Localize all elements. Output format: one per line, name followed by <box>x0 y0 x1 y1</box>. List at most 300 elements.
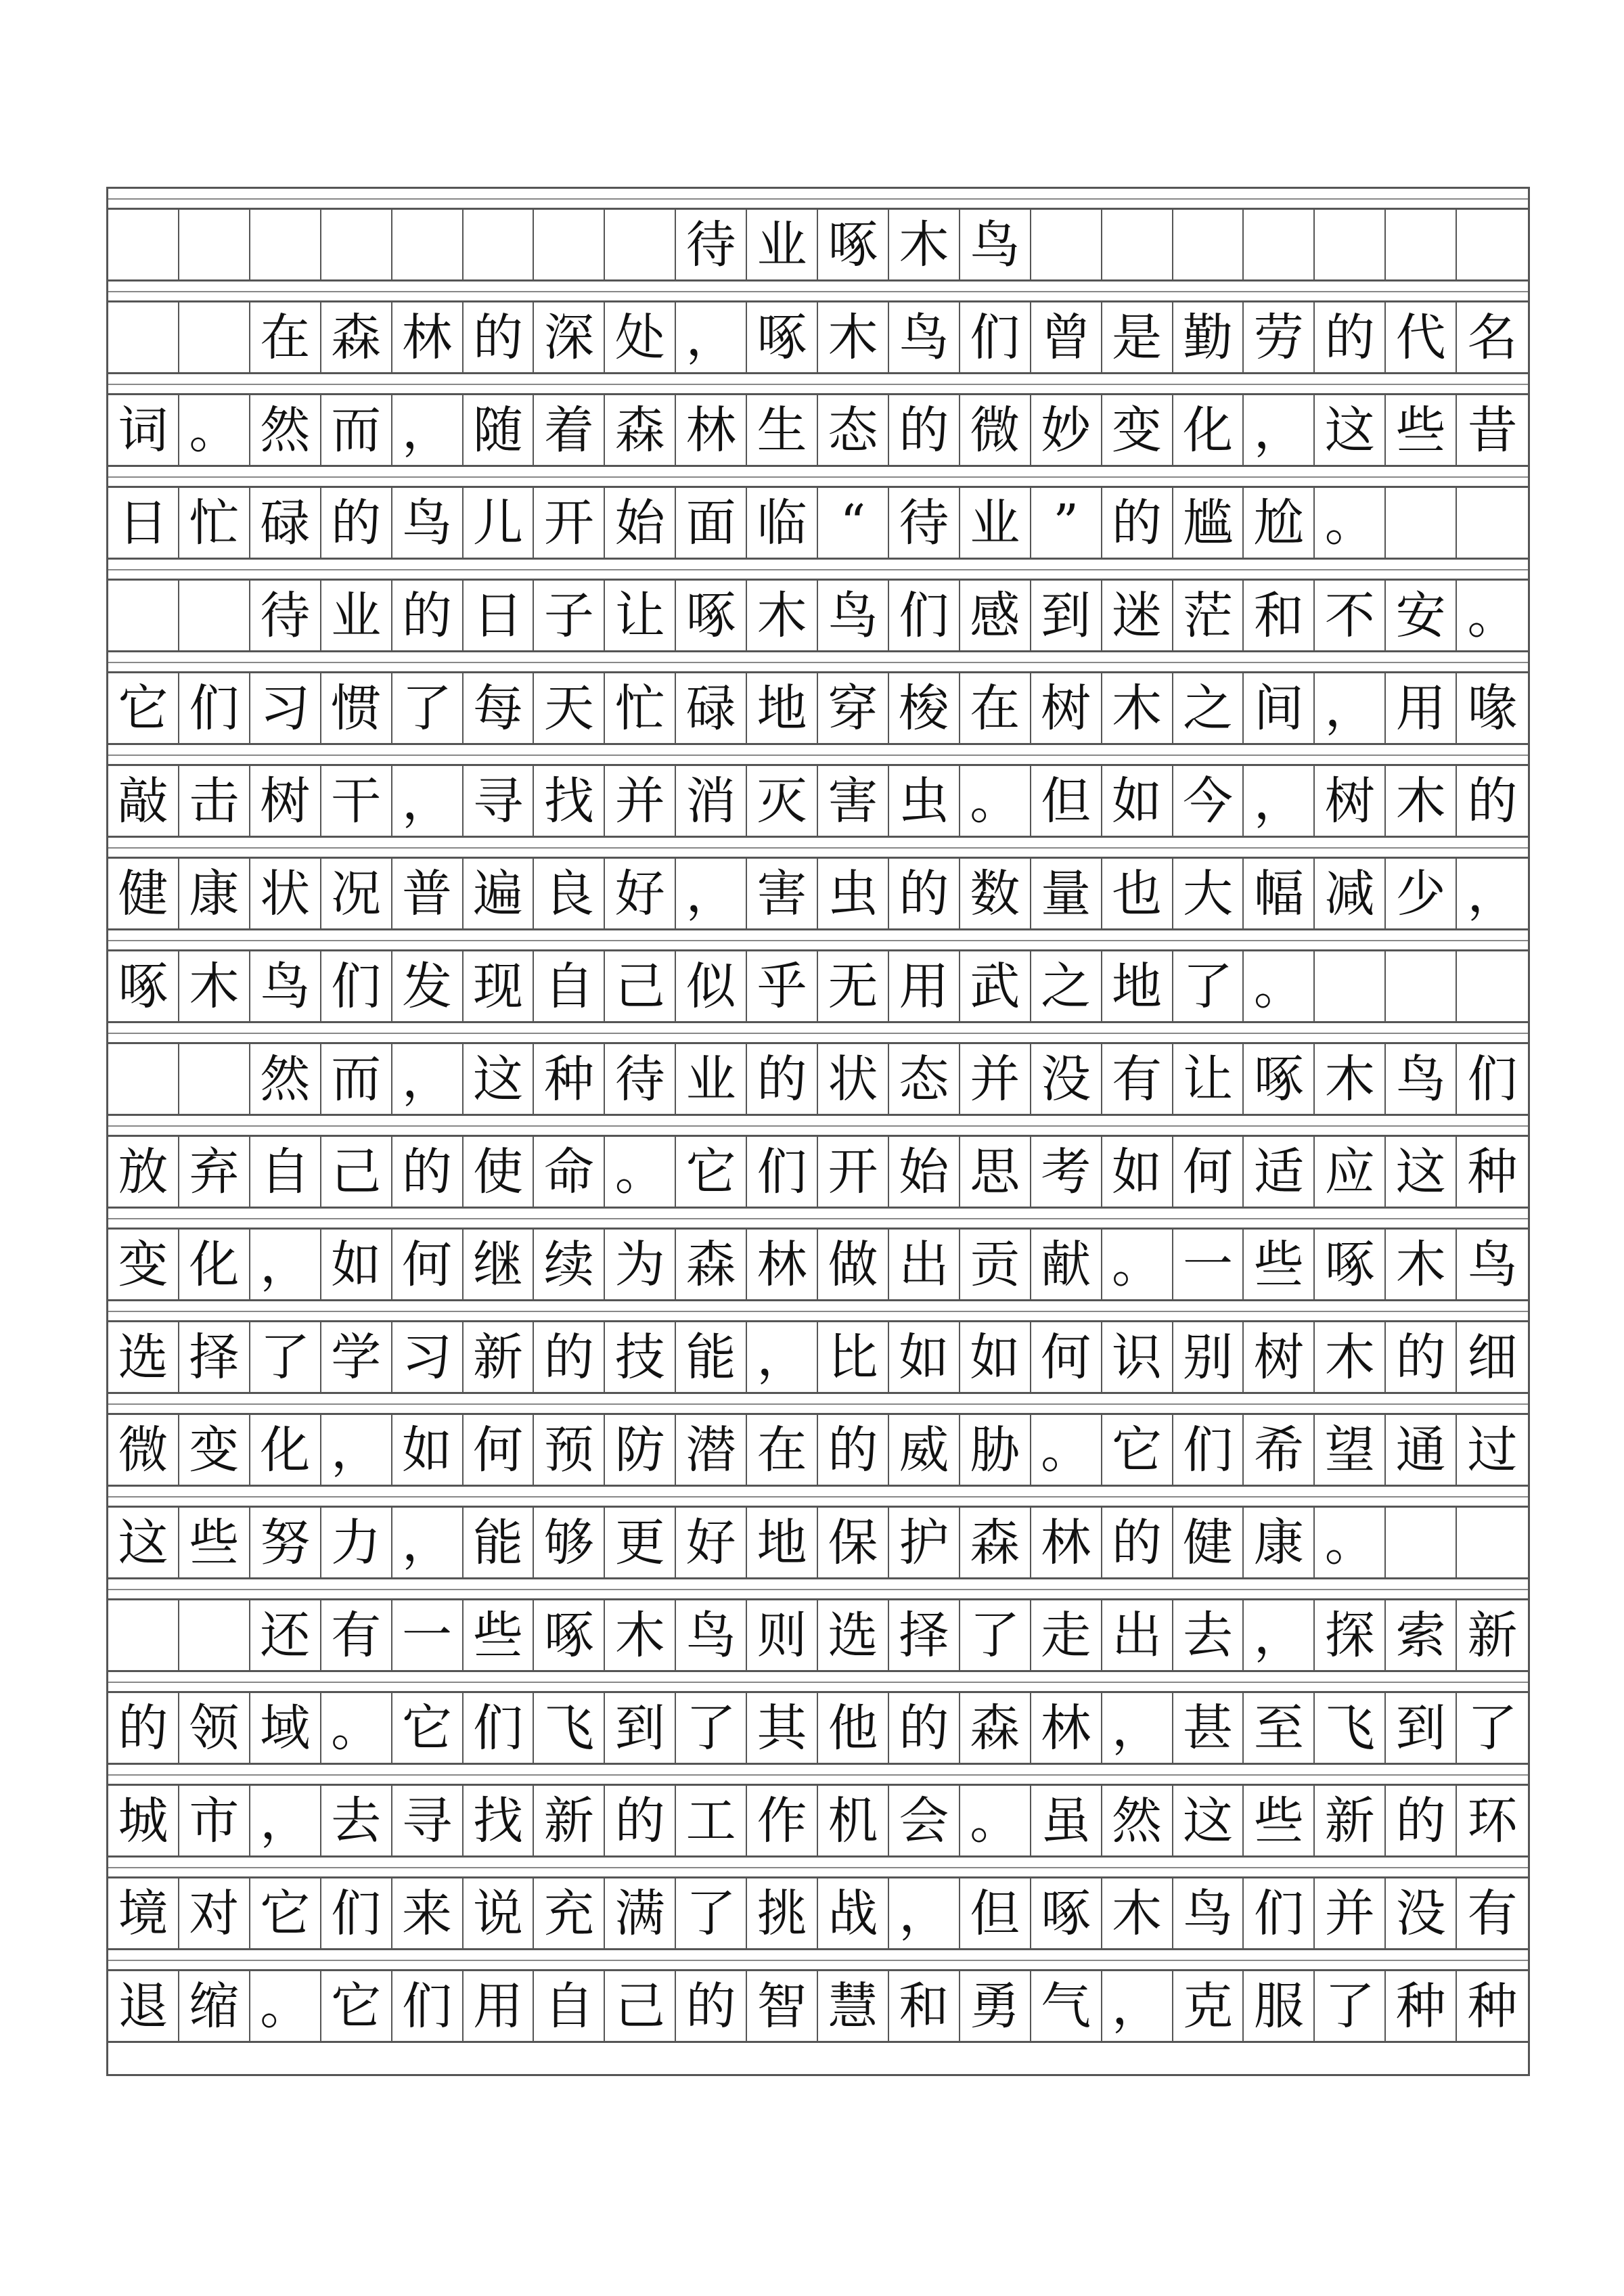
row-spacer <box>108 1950 1528 1971</box>
grid-cell: 望 <box>1315 1415 1386 1485</box>
grid-cell: 己 <box>605 1971 676 2041</box>
grid-cell: 用 <box>889 951 960 1021</box>
grid-cell: 出 <box>1102 1600 1173 1670</box>
grid-cell: 城 <box>108 1786 179 1855</box>
grid-cell: 种 <box>534 1044 605 1114</box>
grid-cell: 境 <box>108 1878 179 1948</box>
grid-cell: 寻 <box>464 766 535 836</box>
grid-cell: 了 <box>676 1693 747 1763</box>
grid-cell: 寻 <box>392 1786 464 1855</box>
grid-cell: 喙 <box>1467 679 1518 738</box>
grid-cell: 们 <box>1244 1878 1315 1948</box>
grid-cell: ， <box>250 1230 321 1299</box>
grid-cell: 鸟 <box>818 581 889 650</box>
grid-cell: 穿 <box>818 673 889 743</box>
grid-cell: 己 <box>605 951 676 1021</box>
grid-cell: 些 <box>1244 1230 1315 1299</box>
row-spacer <box>108 1487 1528 1508</box>
grid-cell: ， <box>392 1044 464 1114</box>
grid-cell: 好 <box>605 859 676 928</box>
grid-cell: 开 <box>818 1137 889 1207</box>
grid-cell: 缩 <box>179 1971 250 2041</box>
grid-cell: 挑 <box>747 1878 818 1948</box>
grid-cell: 领 <box>179 1693 250 1763</box>
grid-cell: 让 <box>1173 1044 1244 1114</box>
grid-cell: 环 <box>1467 1791 1518 1850</box>
grid-cell: 自 <box>534 1971 605 2041</box>
grid-cell: 满 <box>605 1878 676 1948</box>
grid-cell: 变 <box>179 1415 250 1485</box>
grid-cell: 的 <box>747 1044 818 1114</box>
grid-cell: 通 <box>1386 1415 1457 1485</box>
grid-cell: 有 <box>321 1600 392 1670</box>
grid-cell: 些 <box>464 1600 535 1670</box>
grid-cell: 木 <box>605 1600 676 1670</box>
grid-cell: 虽 <box>1031 1786 1102 1855</box>
grid-cell: 工 <box>676 1786 747 1855</box>
grid-cell: 应 <box>1315 1137 1386 1207</box>
grid-cell: 木 <box>1315 1322 1386 1392</box>
grid-cell: 气 <box>1031 1971 1102 2041</box>
grid-cell: 惯 <box>321 673 392 743</box>
grid-cell: 些 <box>179 1508 250 1577</box>
grid-cell: 充 <box>534 1878 605 1948</box>
grid-cell: 鸟 <box>1467 1235 1518 1294</box>
grid-cell: 预 <box>534 1415 605 1485</box>
grid-cell: 迷 <box>1102 581 1173 650</box>
grid-cell: 这 <box>1315 395 1386 465</box>
grid-cell: 然 <box>1102 1786 1173 1855</box>
row-spacer <box>108 1209 1528 1230</box>
row-spacer <box>108 1672 1528 1693</box>
grid-cell: 虫 <box>889 766 960 836</box>
row-spacer <box>108 652 1528 673</box>
grid-cell: 然 <box>250 1044 321 1114</box>
grid-cell: 。 <box>1315 488 1386 558</box>
grid-cell: 如 <box>1102 1137 1173 1207</box>
grid-cell: 状 <box>818 1044 889 1114</box>
grid-cell <box>108 1044 179 1114</box>
grid-cell: 每 <box>464 673 535 743</box>
grid-cell: 不 <box>1315 581 1386 650</box>
grid-cell: 为 <box>605 1230 676 1299</box>
grid-cell: 新 <box>464 1322 535 1392</box>
grid-cell: 们 <box>1467 1050 1518 1108</box>
grid-cell: 能 <box>464 1508 535 1577</box>
grid-cell: 作 <box>747 1786 818 1855</box>
grid-cell <box>605 210 676 279</box>
grid-cell: 态 <box>889 1044 960 1114</box>
grid-cell: 量 <box>1031 859 1102 928</box>
grid-cell: 了 <box>392 673 464 743</box>
grid-cell <box>250 210 321 279</box>
row-spacer <box>108 189 1528 210</box>
grid-cell: 数 <box>960 859 1031 928</box>
grid-cell: 树 <box>1031 673 1102 743</box>
grid-cell: ， <box>392 395 464 465</box>
grid-cell: 地 <box>747 1508 818 1577</box>
row-spacer <box>108 1394 1528 1415</box>
grid-cell: 随 <box>464 395 535 465</box>
grid-cell: 新 <box>1467 1606 1518 1665</box>
grid-cell <box>1315 210 1386 279</box>
grid-cell: 的 <box>1467 771 1518 830</box>
grid-cell: 了 <box>1173 951 1244 1021</box>
grid-cell: 潜 <box>676 1415 747 1485</box>
grid-cell: 木 <box>1386 1230 1457 1299</box>
grid-cell: 们 <box>179 673 250 743</box>
grid-cell: 面 <box>676 488 747 558</box>
grid-cell: 武 <box>960 951 1031 1021</box>
grid-cell: 习 <box>392 1322 464 1392</box>
grid-cell: 了 <box>1315 1971 1386 2041</box>
grid-cell: 劳 <box>1244 302 1315 372</box>
grid-cell <box>1102 210 1173 279</box>
grid-cell: 待 <box>605 1044 676 1114</box>
grid-cell: 尴 <box>1173 488 1244 558</box>
grid-cell: 现 <box>464 951 535 1021</box>
grid-cell: 。 <box>1102 1230 1173 1299</box>
grid-cell: 但 <box>1031 766 1102 836</box>
grid-cell: 机 <box>818 1786 889 1855</box>
grid-cell <box>108 210 179 279</box>
grid-cell: 也 <box>1102 859 1173 928</box>
grid-cell: 探 <box>1315 1600 1386 1670</box>
grid-cell: 够 <box>534 1508 605 1577</box>
grid-cell: 子 <box>534 581 605 650</box>
grid-cell: 深 <box>534 302 605 372</box>
grid-cell: 在 <box>250 302 321 372</box>
grid-cell: 林 <box>747 1230 818 1299</box>
grid-cell: 啄 <box>747 302 818 372</box>
grid-cell: 的 <box>1102 1508 1173 1577</box>
grid-cell: 的 <box>1386 1322 1457 1392</box>
grid-cell: 新 <box>1315 1786 1386 1855</box>
grid-cell: 今 <box>1173 766 1244 836</box>
grid-cell: 们 <box>889 581 960 650</box>
grid-cell: 其 <box>747 1693 818 1763</box>
grid-cell: 木 <box>818 302 889 372</box>
grid-cell: 在 <box>747 1415 818 1485</box>
grid-cell: 何 <box>1173 1137 1244 1207</box>
grid-cell: 干 <box>321 766 392 836</box>
grid-cell: 鸟 <box>392 488 464 558</box>
grid-cell: 贡 <box>960 1230 1031 1299</box>
grid-cell: 的 <box>676 1971 747 2041</box>
grid-cell: 啄 <box>108 951 179 1021</box>
grid-cell: 鸟 <box>1173 1878 1244 1948</box>
grid-cell: 它 <box>392 1693 464 1763</box>
grid-cell <box>464 210 535 279</box>
text-row <box>108 766 1528 838</box>
grid-cell: 。 <box>960 1786 1031 1855</box>
grid-cell: 感 <box>960 581 1031 650</box>
grid-cell: 择 <box>889 1600 960 1670</box>
grid-cell: 们 <box>1173 1415 1244 1485</box>
text-row <box>108 951 1528 1023</box>
row-spacer <box>108 1023 1528 1044</box>
grid-cell: 献 <box>1031 1230 1102 1299</box>
grid-cell: ， <box>889 1878 960 1948</box>
grid-cell <box>108 581 179 650</box>
grid-cell: 这 <box>464 1044 535 1114</box>
grid-cell: 飞 <box>1315 1693 1386 1763</box>
grid-cell: 啄 <box>676 581 747 650</box>
grid-cell: 习 <box>250 673 321 743</box>
grid-cell: 找 <box>534 766 605 836</box>
grid-cell: 木 <box>747 581 818 650</box>
grid-cell: 威 <box>889 1415 960 1485</box>
grid-cell: 业 <box>747 210 818 279</box>
grid-cell: 战 <box>818 1878 889 1948</box>
grid-cell: 梭 <box>889 673 960 743</box>
grid-cell: 木 <box>889 210 960 279</box>
grid-cell: 。 <box>1467 586 1518 645</box>
grid-cell: 啄 <box>1244 1044 1315 1114</box>
grid-cell: 始 <box>889 1137 960 1207</box>
grid-cell: 学 <box>321 1322 392 1392</box>
grid-cell: 种 <box>1467 1977 1518 2035</box>
grid-cell: 有 <box>1467 1884 1518 1943</box>
grid-cell: 微 <box>960 395 1031 465</box>
grid-cell: 自 <box>534 951 605 1021</box>
grid-cell: 无 <box>818 951 889 1021</box>
grid-cell: 细 <box>1467 1328 1518 1387</box>
grid-cell: 能 <box>676 1322 747 1392</box>
grid-cell: 并 <box>605 766 676 836</box>
grid-cell: 这 <box>1173 1786 1244 1855</box>
grid-cell: 林 <box>1031 1508 1102 1577</box>
row-spacer <box>108 1765 1528 1786</box>
grid-cell: ， <box>392 766 464 836</box>
text-row <box>108 1508 1528 1579</box>
grid-cell: 一 <box>1173 1230 1244 1299</box>
grid-cell: 鸟 <box>960 210 1031 279</box>
text-row <box>108 395 1528 467</box>
grid-cell: 去 <box>321 1786 392 1855</box>
grid-cell <box>1244 210 1315 279</box>
grid-cell: 希 <box>1244 1415 1315 1485</box>
grid-cell: “ <box>818 488 889 558</box>
grid-cell: 词 <box>108 395 179 465</box>
grid-cell: 找 <box>464 1786 535 1855</box>
grid-cell: 技 <box>605 1322 676 1392</box>
text-row <box>108 1230 1528 1301</box>
grid-cell: 的 <box>534 1322 605 1392</box>
grid-cell <box>1386 1508 1457 1577</box>
row-spacer <box>108 1116 1528 1137</box>
grid-cell: 放 <box>108 1137 179 1207</box>
grid-cell: 域 <box>250 1693 321 1763</box>
grid-cell: 还 <box>250 1600 321 1670</box>
grid-cell: 始 <box>605 488 676 558</box>
grid-cell: 去 <box>1173 1600 1244 1670</box>
title-row <box>108 210 1528 282</box>
grid-cell: 树 <box>1244 1322 1315 1392</box>
grid-cell: 木 <box>1315 1044 1386 1114</box>
grid-cell: 了 <box>1467 1698 1518 1757</box>
grid-cell <box>179 210 250 279</box>
grid-cell: 识 <box>1102 1322 1173 1392</box>
grid-cell: 如 <box>1102 766 1173 836</box>
text-row <box>108 488 1528 560</box>
grid-cell: 生 <box>747 395 818 465</box>
grid-cell: 待 <box>889 488 960 558</box>
grid-cell: ， <box>1244 1600 1315 1670</box>
grid-cell: ” <box>1031 488 1102 558</box>
grid-cell: 让 <box>605 581 676 650</box>
text-row <box>108 1971 1528 2043</box>
grid-cell: 种 <box>1386 1971 1457 2041</box>
grid-cell: 它 <box>676 1137 747 1207</box>
grid-cell: 日 <box>108 488 179 558</box>
grid-cell: 康 <box>1244 1508 1315 1577</box>
grid-cell: 会 <box>889 1786 960 1855</box>
grid-cell: ， <box>1102 1971 1173 2041</box>
grid-cell: 开 <box>534 488 605 558</box>
grid-cell: 林 <box>676 395 747 465</box>
grid-cell: 少 <box>1386 859 1457 928</box>
grid-cell: 的 <box>108 1693 179 1763</box>
grid-cell: 待 <box>250 581 321 650</box>
grid-cell: 胁 <box>960 1415 1031 1485</box>
grid-cell <box>179 1600 250 1670</box>
grid-cell: 而 <box>321 1044 392 1114</box>
grid-cell: ， <box>392 1508 464 1577</box>
row-spacer <box>108 1579 1528 1600</box>
grid-cell: 鸟 <box>889 302 960 372</box>
grid-cell <box>1386 210 1457 279</box>
grid-cell: 种 <box>1467 1142 1518 1201</box>
grid-cell: 尬 <box>1244 488 1315 558</box>
grid-cell <box>179 302 250 372</box>
grid-cell: 市 <box>179 1786 250 1855</box>
grid-cell: 健 <box>1173 1508 1244 1577</box>
grid-cell: 选 <box>108 1322 179 1392</box>
grid-cell: 啄 <box>1315 1230 1386 1299</box>
grid-cell: 业 <box>960 488 1031 558</box>
grid-cell: 择 <box>179 1322 250 1392</box>
grid-cell: ， <box>1102 1693 1173 1763</box>
grid-cell: 。 <box>179 395 250 465</box>
grid-cell: 化 <box>1173 395 1244 465</box>
grid-cell: 的 <box>1315 302 1386 372</box>
grid-cell: 曾 <box>1031 302 1102 372</box>
grid-cell: 业 <box>676 1044 747 1114</box>
grid-cell: 天 <box>534 673 605 743</box>
grid-cell: 遍 <box>464 859 535 928</box>
grid-cell: 代 <box>1386 302 1457 372</box>
grid-cell: 良 <box>534 859 605 928</box>
row-spacer <box>108 745 1528 766</box>
grid-cell: 的 <box>605 1786 676 1855</box>
grid-cell: 命 <box>534 1137 605 1207</box>
grid-cell: 树 <box>250 766 321 836</box>
grid-cell: 好 <box>676 1508 747 1577</box>
grid-cell: 着 <box>534 395 605 465</box>
grid-cell: 服 <box>1244 1971 1315 2041</box>
grid-cell: 安 <box>1386 581 1457 650</box>
grid-cell: 和 <box>1244 581 1315 650</box>
grid-cell: 何 <box>1031 1322 1102 1392</box>
grid-cell: 何 <box>464 1415 535 1485</box>
grid-cell: 的 <box>1386 1786 1457 1855</box>
grid-cell <box>1386 488 1457 558</box>
grid-cell: 虫 <box>818 859 889 928</box>
grid-cell: 克 <box>1173 1971 1244 2041</box>
text-row <box>108 302 1528 374</box>
grid-cell: 更 <box>605 1508 676 1577</box>
grid-cell: 勤 <box>1173 302 1244 372</box>
grid-cell: 木 <box>179 951 250 1021</box>
grid-cell: 忙 <box>179 488 250 558</box>
grid-cell: 。 <box>1031 1415 1102 1485</box>
grid-cell: 减 <box>1315 859 1386 928</box>
grid-cell: 说 <box>464 1878 535 1948</box>
grid-cell: 和 <box>889 1971 960 2041</box>
grid-cell: 力 <box>321 1508 392 1577</box>
grid-cell: 碌 <box>676 673 747 743</box>
grid-cell: 对 <box>179 1878 250 1948</box>
grid-cell: 的 <box>818 1415 889 1485</box>
grid-cell: 们 <box>321 1878 392 1948</box>
grid-cell: ， <box>250 1786 321 1855</box>
grid-cell: 了 <box>960 1600 1031 1670</box>
grid-cell: 之 <box>1173 673 1244 743</box>
text-row <box>108 1878 1528 1950</box>
text-row <box>108 673 1528 745</box>
grid-cell: 地 <box>747 673 818 743</box>
row-spacer <box>108 838 1528 859</box>
grid-cell: 。 <box>250 1971 321 2041</box>
grid-cell: 鸟 <box>676 1600 747 1670</box>
grid-cell: 它 <box>250 1878 321 1948</box>
grid-cell: ， <box>1244 395 1315 465</box>
grid-cell: 自 <box>250 1137 321 1207</box>
grid-cell: 忙 <box>605 673 676 743</box>
grid-cell: 但 <box>960 1878 1031 1948</box>
grid-cell: 森 <box>676 1230 747 1299</box>
grid-cell: 害 <box>747 859 818 928</box>
grid-cell: 这 <box>1386 1137 1457 1207</box>
grid-cell: 。 <box>1315 1508 1386 1577</box>
grid-cell: ， <box>676 859 747 928</box>
grid-cell: 业 <box>321 581 392 650</box>
grid-cell: 勇 <box>960 1971 1031 2041</box>
grid-cell: 续 <box>534 1230 605 1299</box>
grid-cell: 适 <box>1244 1137 1315 1207</box>
grid-cell: 它 <box>108 673 179 743</box>
grid-cell: 至 <box>1244 1693 1315 1763</box>
grid-cell: 继 <box>464 1230 535 1299</box>
grid-cell: 的 <box>889 1693 960 1763</box>
grid-cell: 有 <box>1102 1044 1173 1114</box>
text-row <box>108 581 1528 652</box>
grid-cell: 护 <box>889 1508 960 1577</box>
grid-cell: 。 <box>960 766 1031 836</box>
grid-cell: 林 <box>1031 1693 1102 1763</box>
text-row <box>108 1137 1528 1209</box>
grid-cell: 。 <box>1244 951 1315 1021</box>
grid-cell: 昔 <box>1467 401 1518 459</box>
row-spacer <box>108 1858 1528 1878</box>
grid-cell: 如 <box>321 1230 392 1299</box>
grid-cell: 微 <box>108 1415 179 1485</box>
grid-cell <box>534 210 605 279</box>
grid-cell: 发 <box>392 951 464 1021</box>
grid-cell: 没 <box>1386 1878 1457 1948</box>
grid-cell: ， <box>747 1322 818 1392</box>
